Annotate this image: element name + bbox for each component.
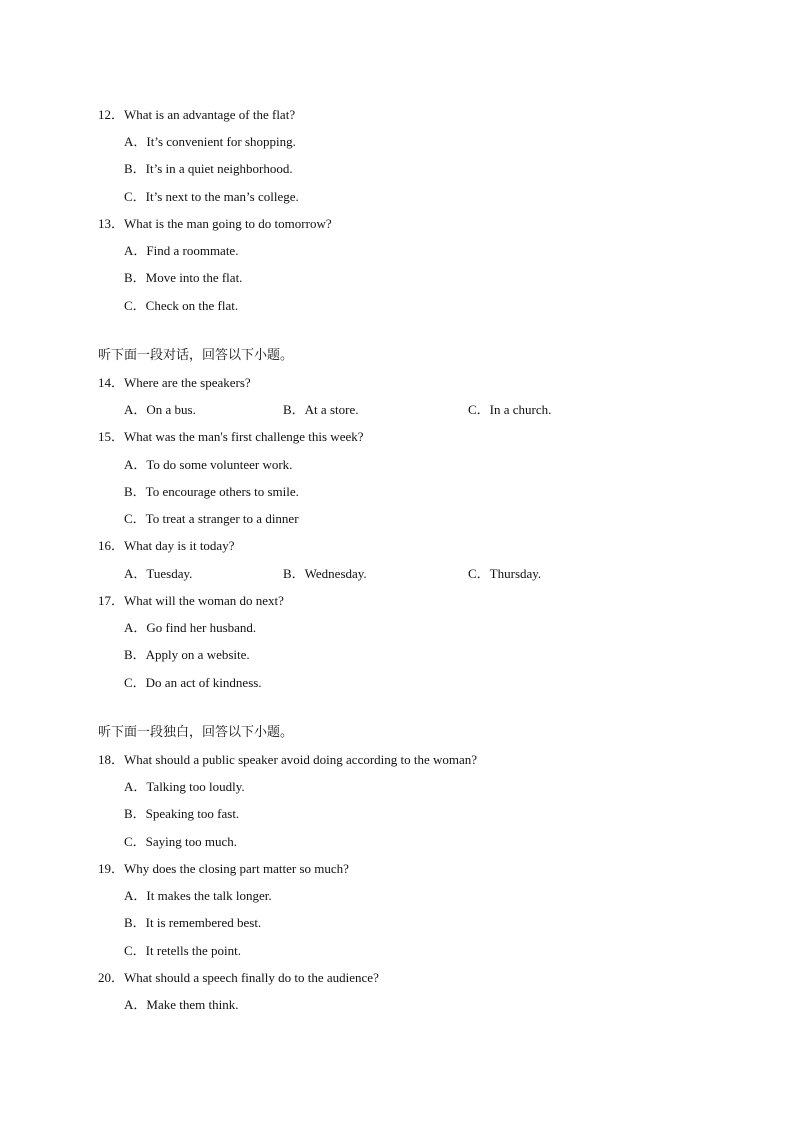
- question-13-option-b: B．Move into the flat.: [124, 270, 243, 285]
- question-20-option-a: A．Make them think.: [124, 997, 239, 1012]
- question-19-option-c: C．It retells the point.: [124, 943, 241, 958]
- question-18-option-a: A．Talking too loudly.: [124, 779, 245, 794]
- question-18-option-b: B．Speaking too fast.: [124, 806, 240, 821]
- question-17: 17．What will the woman do next?: [98, 593, 284, 608]
- question-18-option-c: C．Saying too much.: [124, 834, 238, 849]
- question-13: 13．What is the man going to do tomorrow?: [98, 216, 332, 231]
- question-12: 12．What is an advantage of the flat?: [98, 107, 296, 122]
- question-16: 16．What day is it today?: [98, 538, 235, 553]
- question-15-option-a: A．To do some volunteer work.: [124, 457, 293, 472]
- question-13-option-c: C．Check on the flat.: [124, 298, 239, 313]
- question-19-option-b: B．It is remembered best.: [124, 915, 262, 930]
- question-19: 19．Why does the closing part matter so much?: [98, 861, 349, 876]
- question-17-option-c: C．Do an act of kindness.: [124, 675, 262, 690]
- question-15-option-c: C．To treat a stranger to a dinner: [124, 511, 299, 526]
- question-17-option-b: B．Apply on a website.: [124, 647, 250, 662]
- question-13-option-a: A．Find a roommate.: [124, 243, 239, 258]
- question-16-option-b: B．Wednesday.: [283, 566, 367, 581]
- question-14: 14．Where are the speakers?: [98, 375, 251, 390]
- section-heading-dialogue: 听下面一段对话，回答以下小题。: [98, 348, 294, 363]
- question-12-option-a: A．It’s convenient for shopping.: [124, 134, 296, 149]
- question-18: 18．What should a public speaker avoid doing according to the woman?: [98, 752, 478, 767]
- question-16-option-a: A．Tuesday.: [124, 566, 193, 581]
- question-14-option-b: B．At a store.: [283, 402, 359, 417]
- question-15-option-b: B．To encourage others to smile.: [124, 484, 299, 499]
- question-14-option-a: A．On a bus.: [124, 402, 196, 417]
- question-14-option-c: C．In a church.: [468, 402, 552, 417]
- question-12-option-c: C．It’s next to the man’s college.: [124, 189, 299, 204]
- question-17-option-a: A．Go find her husband.: [124, 620, 257, 635]
- question-12-option-b: B．It’s in a quiet neighborhood.: [124, 161, 293, 176]
- question-16-option-c: C．Thursday.: [468, 566, 542, 581]
- question-20: 20．What should a speech finally do to the audience?: [98, 970, 379, 985]
- question-15: 15．What was the man's first challenge this week?: [98, 429, 364, 444]
- question-19-option-a: A．It makes the talk longer.: [124, 888, 272, 903]
- section-heading-monologue: 听下面一段独白，回答以下小题。: [98, 725, 294, 740]
